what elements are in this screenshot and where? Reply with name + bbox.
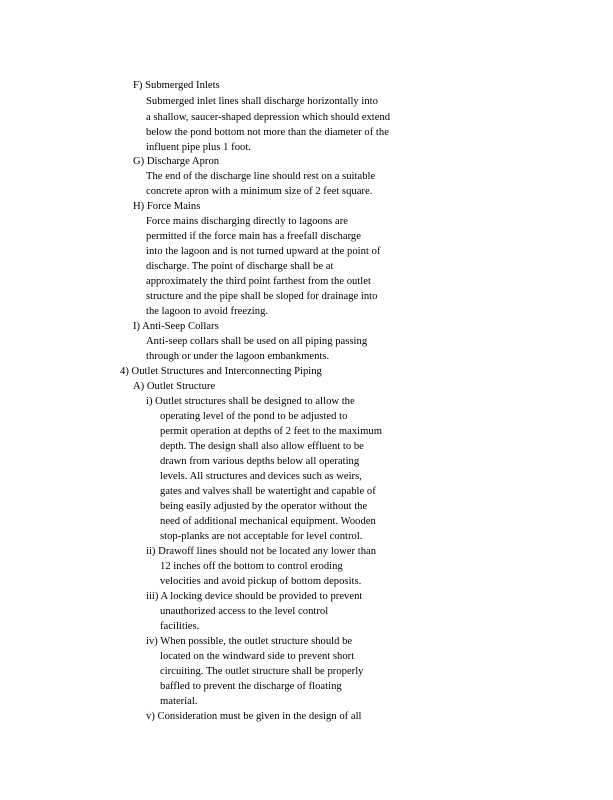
text-line: facilities. (160, 621, 200, 632)
item-label-ii: ii) Drawoff lines should not be located any lower than (146, 546, 377, 557)
text-line: depth. The design shall also allow effluent to be (160, 441, 364, 452)
text-line: influent pipe plus 1 foot. (146, 142, 251, 153)
text-line: the lagoon to avoid freezing. (146, 306, 269, 317)
item-label-v: v) Consideration must be given in the design of all (146, 711, 362, 722)
text-line: being easily adjusted by the operator without the (160, 501, 368, 512)
text-line: into the lagoon and is not turned upward at the point of (146, 246, 381, 257)
text-line: baffled to prevent the discharge of floating (160, 681, 342, 692)
text-line: a shallow, saucer-shaped depression which should extend (146, 112, 391, 123)
text-line: approximately the third point farthest from the outlet (146, 276, 371, 287)
text-line: structure and the pipe shall be sloped for drainage into (146, 291, 378, 302)
text-line: through or under the lagoon embankments. (146, 351, 330, 362)
text-line: below the pond bottom not more than the diameter of the (146, 127, 389, 138)
text-line: drawn from various depths below all operating (160, 456, 360, 467)
text-line: need of additional mechanical equipment. Wooden (160, 516, 376, 527)
text-line: permit operation at depths of 2 feet to the maximum (160, 426, 382, 437)
text-line: velocities and avoid pickup of bottom deposits. (160, 576, 362, 587)
text-line: circuiting. The outlet structure shall be properly (160, 666, 364, 677)
section-heading-g: G) Discharge Apron (133, 156, 220, 167)
text-line: levels. All structures and devices such as weirs, (160, 471, 362, 482)
text-line: permitted if the force main has a freefall discharge (146, 231, 361, 242)
text-line: gates and valves shall be watertight and capable of (160, 486, 376, 497)
text-line: Anti-seep collars shall be used on all piping passing (146, 336, 368, 347)
text-line: stop-planks are not acceptable for level control. (160, 531, 363, 542)
text-line: 12 inches off the bottom to control eroding (160, 561, 343, 572)
text-line: Submerged inlet lines shall discharge horizontally into (146, 96, 378, 107)
section-heading-4: 4) Outlet Structures and Interconnecting Piping (120, 366, 322, 377)
text-line: material. (160, 696, 198, 707)
section-heading-i: I) Anti-Seep Collars (133, 321, 219, 332)
text-line: located on the windward side to prevent short (160, 651, 355, 662)
text-line: The end of the discharge line should rest on a suitable (146, 171, 376, 182)
item-label-iv: iv) When possible, the outlet structure should be (146, 636, 353, 647)
item-label-i: i) Outlet structures shall be designed to allow the (146, 396, 355, 407)
section-heading-h: H) Force Mains (133, 201, 201, 212)
text-line: unauthorized access to the level control (160, 606, 329, 617)
text-line: discharge. The point of discharge shall be at (146, 261, 334, 272)
text-line: operating level of the pond to be adjusted to (160, 411, 348, 422)
section-heading-f: F) Submerged Inlets (133, 80, 220, 91)
item-label-iii: iii) A locking device should be provided to prevent (146, 591, 363, 602)
text-line: concrete apron with a minimum size of 2 feet square. (146, 186, 373, 197)
subsection-heading-a: A) Outlet Structure (133, 381, 216, 392)
text-line: Force mains discharging directly to lagoons are (146, 216, 348, 227)
